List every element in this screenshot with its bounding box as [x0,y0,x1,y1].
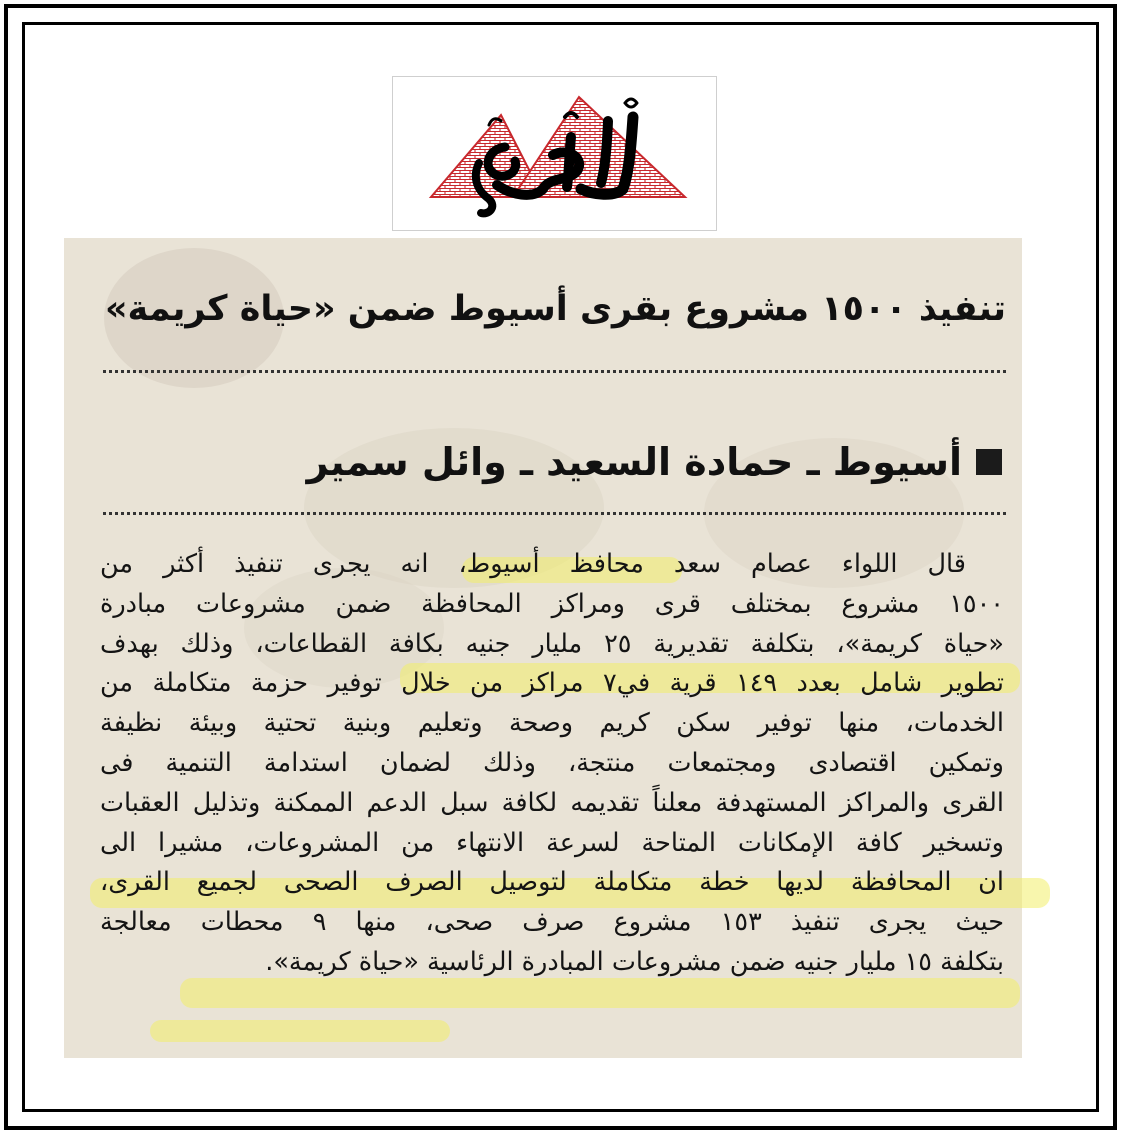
highlight-stroke [150,1020,450,1042]
body-line: قال اللواء عصام سعد محافظ أسيوط، انه يجرى تنفيذ أكثر من [100,549,966,579]
bullet-square-icon [976,449,1002,475]
body-line: ١٥٠٠ مشروع بمختلف قرى ومراكز المحافظة ضمن مشروعات مبادرة [100,588,1004,619]
newspaper-logo [392,76,717,231]
body-line: القرى والمراكز المستهدفة معلناً تقديمه لكافة سبل الدعم الممكنة وتذليل العقبات [100,787,1004,818]
article-headline: تنفيذ ١٥٠٠ مشروع بقرى أسيوط ضمن «حياة كريمة» [104,289,1006,329]
article-body [100,545,1004,983]
body-line: وتمكين اقتصادى ومجتمعات منتجة، وذلك لضمان استدامة التنمية فى [100,747,1004,778]
body-line: بتكلفة ١٥ مليار جنيه ضمن مشروعات المبادرة الرئاسية «حياة كريمة». [265,946,1004,977]
dotted-divider-bottom [103,512,1006,515]
article-byline: أسيوط ـ حمادة السعيد ـ وائل سمير [306,440,962,484]
dotted-divider-top [103,370,1006,373]
body-line: حيث يجرى تنفيذ ١٥٣ مشروع صرف صحى، منها ٩ محطات معالجة [100,907,1004,938]
body-line: الخدمات، منها توفير سكن كريم وصحة وتعليم وبنية تحتية وبيئة نظيفة [100,708,1004,739]
body-line: ان المحافظة لديها خطة متكاملة لتوصيل الصرف الصحى لجميع القرى، [100,867,1004,898]
ahram-logo-graphic [393,77,718,232]
body-line: وتسخير كافة الإمكانات المتاحة لسرعة الانتهاء من المشروعات، مشيرا الى [100,827,1004,858]
body-line: تطوير شامل بعدد ١٤٩ قرية في٧ مراكز من خلال توفير حزمة متكاملة من [100,668,1004,699]
body-line: «حياة كريمة»، بتكلفة تقديرية ٢٥ مليار جنيه بكافة القطاعات، وذلك بهدف [100,628,1004,659]
byline-row [250,432,1002,492]
